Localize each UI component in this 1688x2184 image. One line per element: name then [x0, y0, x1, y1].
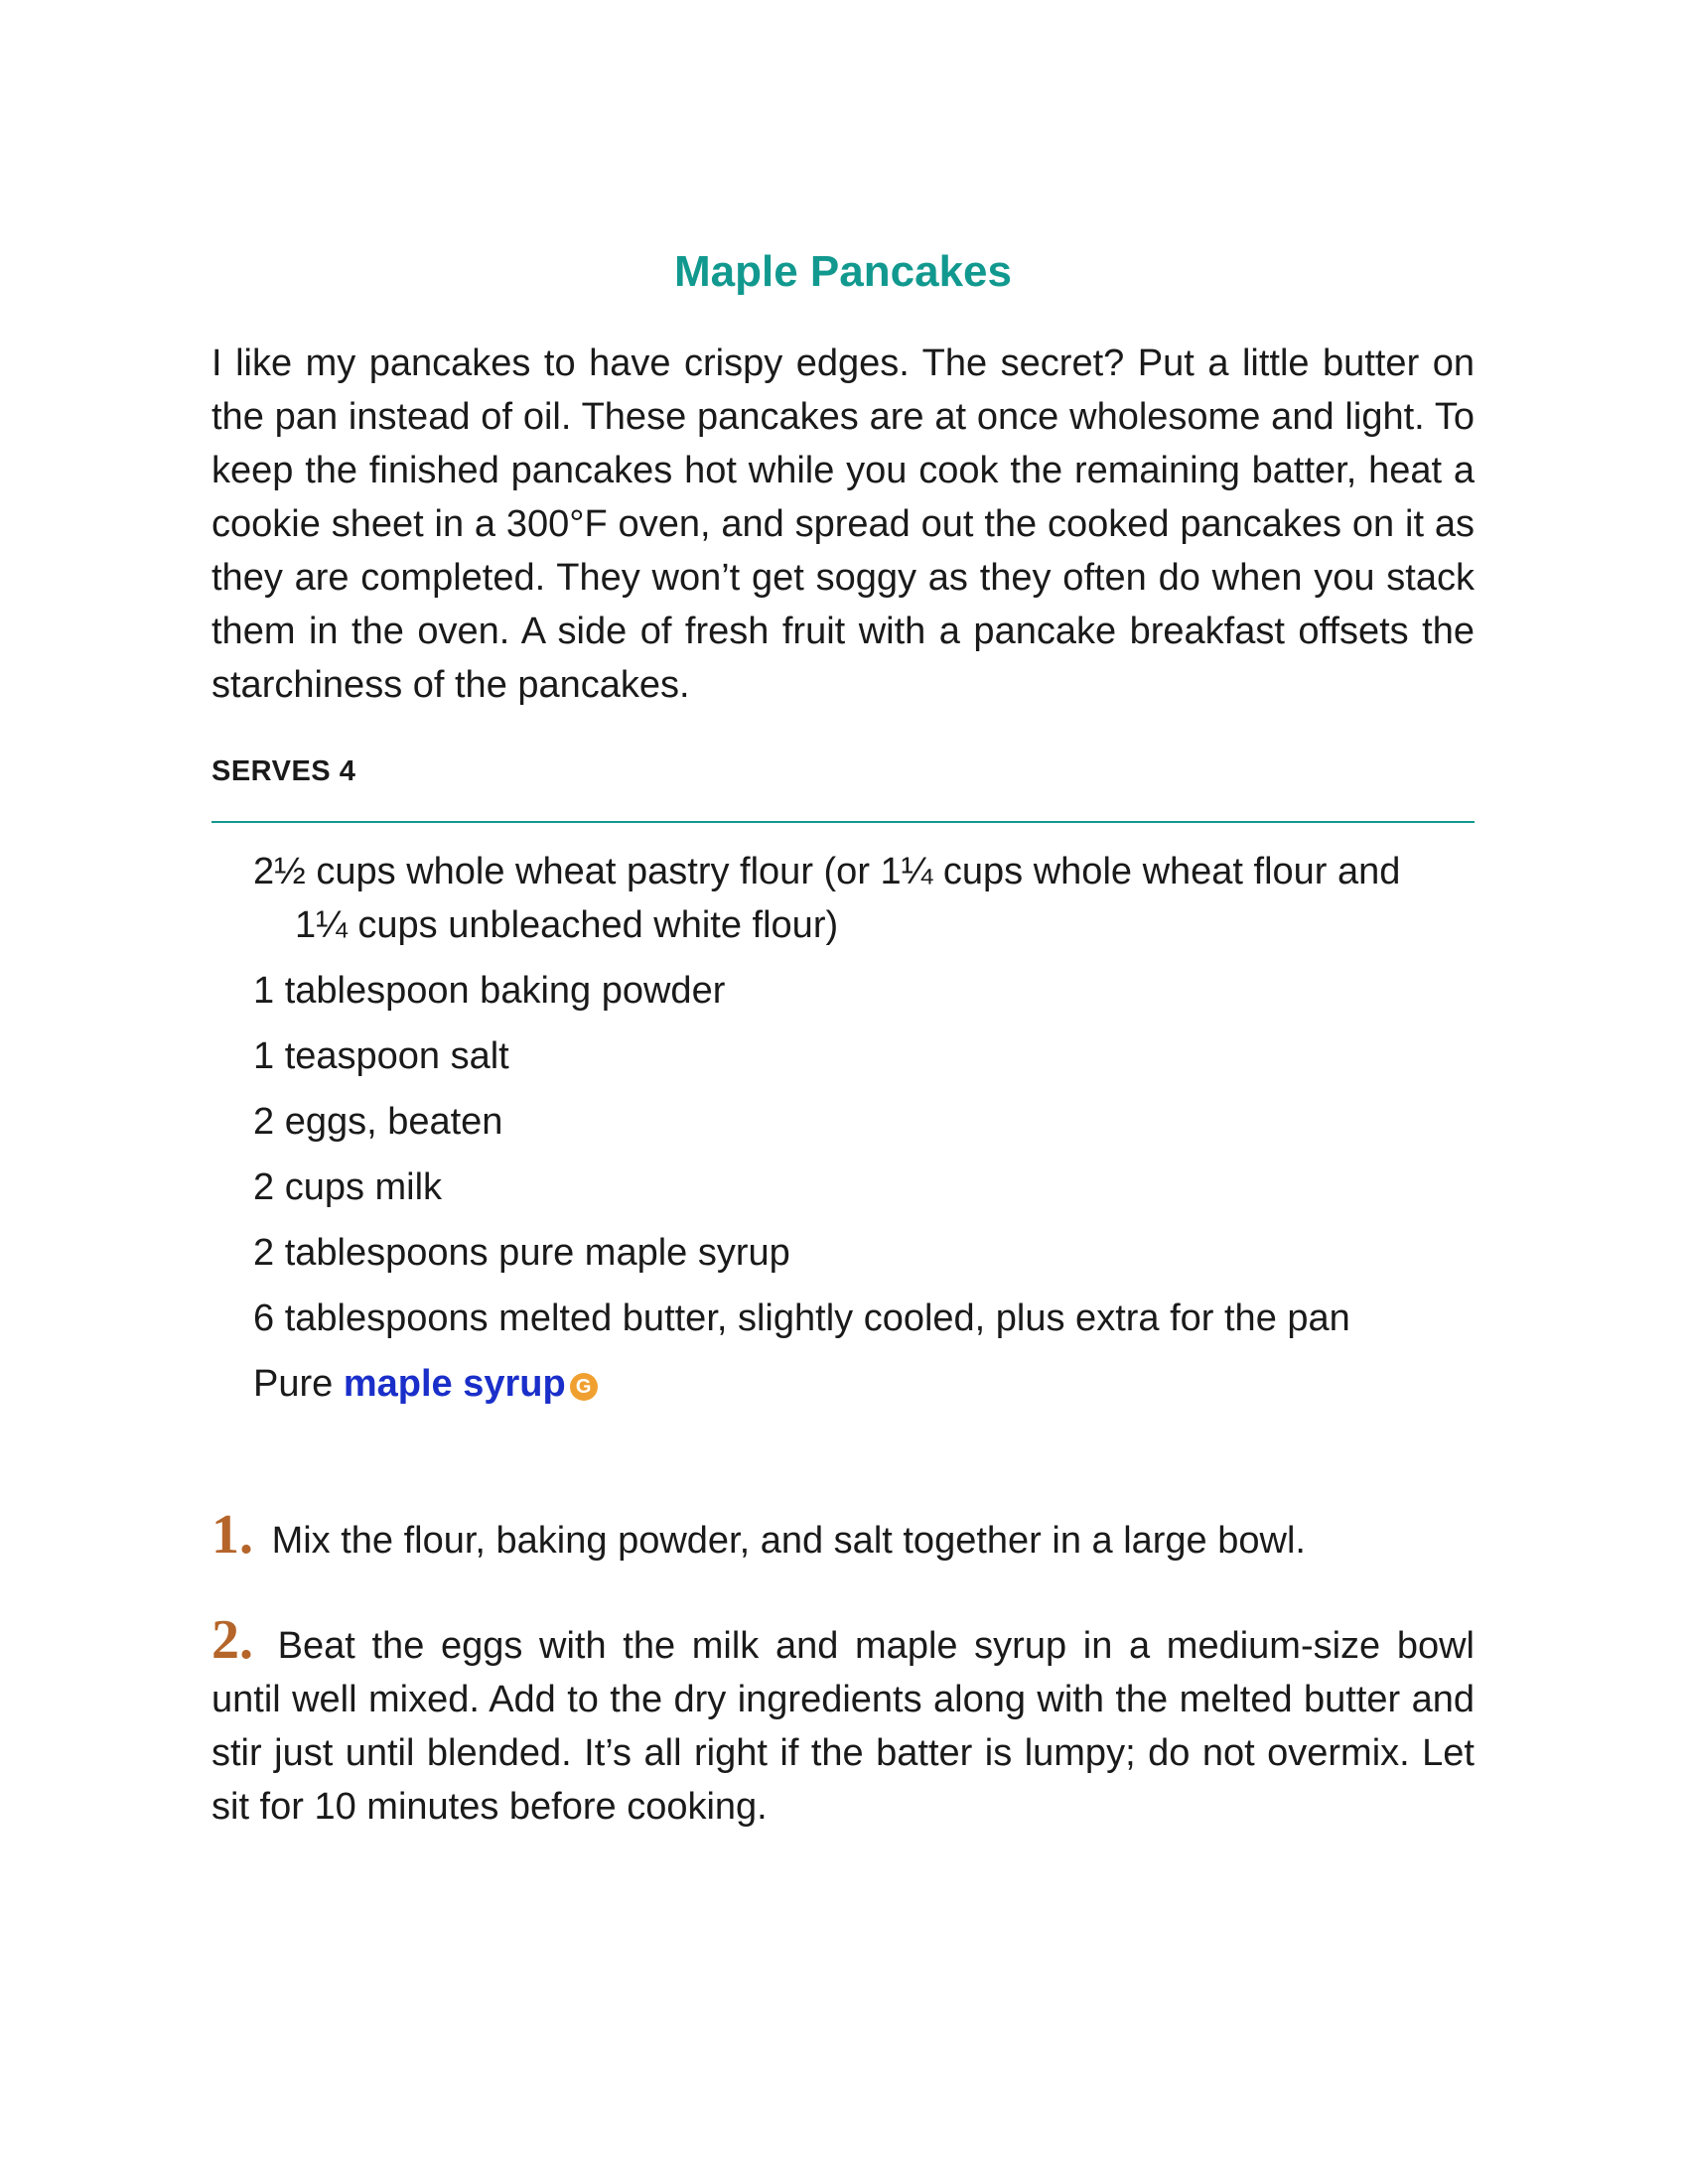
ingredient-item: 2 tablespoons pure maple syrup	[253, 1232, 790, 1274]
ingredient-item: 6 tablespoons melted butter, slightly cooled, plus extra for the pan	[253, 1297, 1350, 1339]
recipe-intro: I like my pancakes to have crispy edges. The secret? Put a little butter on the pan instead of oil. These pancakes are at once wholesome and light. To keep the finished pancakes hot while you cook the remaining batter, heat a cookie sheet in a 300°F oven, and spread out the cooked pancakes on it as they are completed. They won’t get soggy as they often do when you stack them in the oven. A side of fresh fruit with a pancake breakfast offsets the starchiness of the pancakes.	[211, 342, 1475, 706]
ingredient-item: 2 eggs, beaten	[253, 1101, 503, 1143]
step-number: 2.	[211, 1609, 253, 1671]
step-number: 1.	[211, 1504, 253, 1566]
step-text: Beat the eggs with the milk and maple syrup in a medium-size bowl until well mixed. Add to the dry ingredients along with the melted butter and stir just until blended. It’s all right if the batter is lumpy; do not overmix. Let sit for 10 minutes before cooking.	[211, 1625, 1475, 1828]
maple-syrup-link[interactable]: maple syrup	[343, 1363, 566, 1405]
ingredient-item: 1 teaspoon salt	[253, 1035, 509, 1077]
garnish-line	[253, 1357, 1475, 1411]
ingredient-item: 1 tablespoon baking powder	[253, 970, 726, 1012]
step-text: Mix the flour, baking powder, and salt together in a large bowl.	[271, 1520, 1306, 1562]
section-divider	[211, 821, 1475, 823]
ingredient-item: 2 cups milk	[253, 1166, 443, 1208]
recipe-page	[211, 243, 1475, 1879]
glossary-icon[interactable]: G	[570, 1373, 598, 1401]
method-steps	[211, 1504, 1475, 1834]
garnish-prefix: Pure	[253, 1363, 344, 1405]
step-2	[211, 1609, 1475, 1834]
ingredient-item: 2½ cups whole wheat pastry flour (or 1¼ cups whole wheat flour and 1¼ cups unbleached white flour)	[253, 851, 1401, 946]
step-1	[211, 1504, 1475, 1568]
ingredient-list	[211, 845, 1475, 1345]
serves-label: SERVES 4	[211, 755, 356, 787]
recipe-title: Maple Pancakes	[674, 247, 1012, 296]
